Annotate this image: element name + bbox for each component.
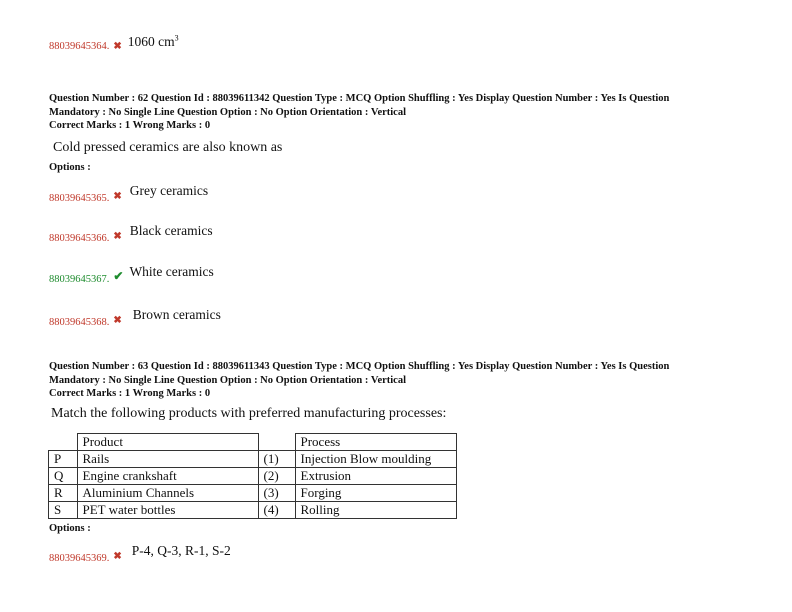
table-row [49,485,457,502]
row-product: Engine crankshaft [77,468,258,485]
row-key: R [49,485,78,502]
option-text: P-4, Q-3, R-1, S-2 [131,543,231,558]
table-corner [49,434,78,451]
option-id: 88039645366. [49,233,110,244]
row-key: Q [49,468,78,485]
row-process: Extrusion [295,468,456,485]
option-row [49,182,209,204]
meta-line: Question Number : 63 Question Id : 88039611343 Question Type : MCQ Option Shuffling : Yes Display Question Number : Yes Is Question [49,361,670,372]
question-63-text: Match the following products with preferred manufacturing processes: [51,406,447,421]
option-text: Black ceramics [129,223,213,238]
marks-line: Correct Marks : 1 Wrong Marks : 0 [49,120,211,131]
meta-line: Mandatory : No Single Line Question Option : No Option Orientation : Vertical [49,106,407,118]
check-icon: ✔ [113,269,124,283]
header-process: Process [295,434,456,451]
row-process: Injection Blow moulding [295,451,456,468]
question-63-meta [49,360,669,401]
match-table [48,433,457,519]
cross-icon: ✖ [113,41,122,52]
option-text: Brown ceramics [132,307,221,322]
row-product: Rails [77,451,258,468]
option-row [49,263,214,285]
option-row [49,33,179,54]
option-id: 88039645365. [49,193,110,204]
cross-icon: ✖ [113,191,122,202]
table-header-row [49,434,457,451]
cross-icon: ✖ [113,315,122,326]
table-corner [258,434,295,451]
option-row [49,542,231,564]
marks-line: Correct Marks : 1 Wrong Marks : 0 [49,388,211,399]
header-product: Product [77,434,258,451]
row-num: (2) [258,468,295,485]
options-label: Options : [49,162,91,173]
row-num: (4) [258,502,295,519]
option-row [49,222,213,244]
options-label: Options : [49,523,91,534]
option-id: 88039645364. [49,41,110,52]
row-product: Aluminium Channels [77,485,258,502]
row-key: S [49,502,78,519]
option-text: White ceramics [129,264,214,279]
question-62-text: Cold pressed ceramics are also known as [53,140,283,155]
option-id: 88039645368. [49,317,110,328]
row-num: (1) [258,451,295,468]
option-text: 1060 $cm^3$ [127,33,179,49]
meta-line: Question Number : 62 Question Id : 88039611342 Question Type : MCQ Option Shuffling : Yes Display Question Number : Yes Is Question [49,93,670,104]
row-product: PET water bottles [77,502,258,519]
table-row [49,451,457,468]
option-id: 88039645369. [49,553,110,564]
row-num: (3) [258,485,295,502]
cross-icon: ✖ [113,231,122,242]
table-row [49,468,457,485]
meta-line: Mandatory : No Single Line Question Option : No Option Orientation : Vertical [49,374,407,386]
table-row [49,502,457,519]
cross-icon: ✖ [113,551,122,562]
row-key: P [49,451,78,468]
option-text: Grey ceramics [129,183,209,198]
option-row [49,306,221,328]
row-process: Forging [295,485,456,502]
row-process: Rolling [295,502,456,519]
question-62-meta [49,92,669,133]
option-id: 88039645367. [49,274,110,285]
